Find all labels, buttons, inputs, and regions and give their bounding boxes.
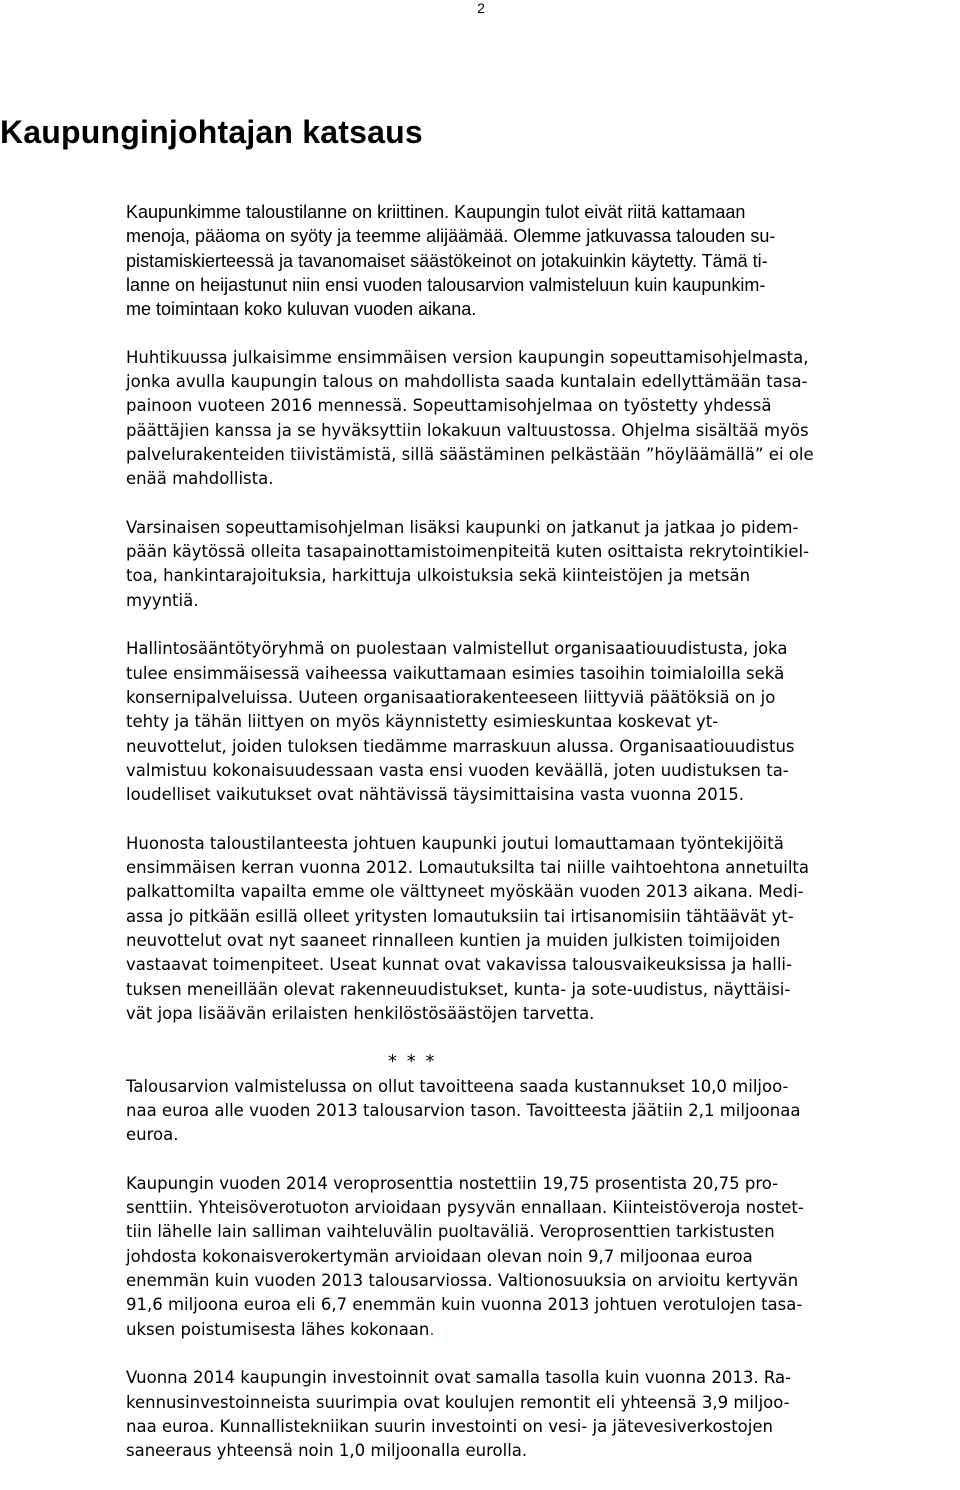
text-line: Talousarvion valmistelussa on ollut tavoitteena saada kustannukset 10,0 miljoo-	[126, 1076, 789, 1096]
paragraph-4	[126, 637, 960, 807]
text-line: vät jopa lisäävän erilaisten henkilöstösäästöjen tarvetta.	[126, 1003, 595, 1023]
text-line	[126, 1318, 960, 1342]
text-line: 91,6 miljoona euroa eli 6,7 enemmän kuin vuonna 2013 johtuen verotulojen tasa-	[126, 1295, 803, 1315]
text-line: lanne on heijastunut niin ensi vuoden talousarvion valmisteluun kuin kaupunkim-	[126, 274, 766, 295]
text-line: naa euroa alle vuoden 2013 talousarvion tason. Tavoitteesta jäätiin 2,1 miljoonaa	[126, 1100, 801, 1120]
text-line: toa, hankintarajoituksia, harkittuja ulkoistuksia sekä kiinteistöjen ja metsän	[126, 566, 751, 586]
text-line: ensimmäisen kerran vuonna 2012. Lomautuksilta tai niille vaihtoehtona annetuilta	[126, 858, 809, 878]
text-line: tehty ja tähän liittyen on myös käynnistetty esimieskuntaa koskevat yt-	[126, 712, 719, 732]
text-line: tulee ensimmäisessä vaiheessa vaikuttamaan esimies tasoihin toimialoilla sekä	[126, 663, 785, 683]
text-line-content: uksen poistumisesta lähes kokonaan	[126, 1319, 430, 1339]
text-line: Vuonna 2014 kaupungin investoinnit ovat samalla tasolla kuin vuonna 2013. Ra-	[126, 1368, 792, 1388]
paragraph-8	[126, 1366, 960, 1463]
trailing-period: .	[429, 1319, 435, 1339]
paragraph-2	[126, 346, 960, 492]
paragraph-3	[126, 516, 960, 613]
text-line: Huhtikuussa julkaisimme ensimmäisen version kaupungin sopeuttamisohjelmasta,	[126, 347, 809, 367]
text-line: Varsinaisen sopeuttamisohjelman lisäksi kaupunki on jatkanut ja jatkaa jo pidem-	[126, 517, 799, 537]
text-line: pistamiskierteessä ja tavanomaiset säästökeinot on jotakuinkin käytetty. Tämä ti-	[126, 250, 768, 271]
text-line: palvelurakenteiden tiivistämistä, sillä säästäminen pelkästään ”höyläämällä” ei ole	[126, 444, 814, 464]
paragraph-7	[126, 1172, 960, 1342]
text-line: johdosta kokonaisverokertymän arvioidaan olevan noin 9,7 miljoonaa euroa	[126, 1246, 753, 1266]
text-line: neuvottelut ovat nyt saaneet rinnalleen kuntien ja muiden julkisten toimijoiden	[126, 930, 781, 950]
text-line: enemmän kuin vuoden 2013 talousarviossa. Valtionosuuksia on arvioitu kertyvän	[126, 1271, 799, 1291]
text-line: päättäjien kanssa ja se hyväksyttiin lokakuun valtuustossa. Ohjelma sisältää myös	[126, 420, 809, 440]
page-title: Kaupunginjohtajan katsaus	[0, 114, 423, 150]
text-line: naa euroa. Kunnallistekniikan suurin investointi on vesi- ja jätevesiverkostojen	[126, 1416, 773, 1436]
text-line: senttiin. Yhteisöverotuoton arvioidaan pysyvän ennallaan. Kiinteistöveroja nostet-	[126, 1198, 804, 1218]
text-line: konsernipalveluissa. Uuteen organisaatiorakenteeseen liittyviä päätöksiä on jo	[126, 687, 776, 707]
text-line: loudelliset vaikutukset ovat nähtävissä täysimittaisina vasta vuonna 2015.	[126, 785, 745, 805]
section-separator: * * *	[388, 1051, 437, 1073]
text-line: Kaupunkimme taloustilanne on kriittinen. Kaupungin tulot eivät riitä kattamaan	[126, 202, 746, 222]
text-line: me toimintaan koko kuluvan vuoden aikana.	[126, 299, 477, 320]
text-line: assa jo pitkään esillä olleet yritysten lomautuksiin tai irtisanomisiin tähtäävät yt-	[126, 906, 794, 926]
text-line: palkattomilta vapailta emme ole välttyneet myöskään vuoden 2013 aikana. Medi-	[126, 882, 804, 902]
text-line: saneeraus yhteensä noin 1,0 miljoonalla eurolla.	[126, 1441, 528, 1461]
text-line: myyntiä.	[126, 590, 199, 610]
paragraph-1	[126, 200, 960, 321]
text-line: vastaavat toimenpiteet. Useat kunnat ovat vakavissa talousvaikeuksissa ja halli-	[126, 955, 792, 975]
article-body	[126, 200, 960, 1488]
text-line: Kaupungin vuoden 2014 veroprosenttia nostettiin 19,75 prosentista 20,75 pro-	[126, 1173, 779, 1193]
text-line: enää mahdollista.	[126, 469, 274, 489]
text-line: euroa.	[126, 1125, 179, 1145]
text-line: kennusinvestoinneista suurimpia ovat koulujen remontit eli yhteensä 3,9 miljoo-	[126, 1392, 790, 1412]
page-number: 2	[477, 0, 485, 16]
text-line: neuvottelut, joiden tuloksen tiedämme marraskuun alussa. Organisaatiouudistus	[126, 736, 795, 756]
text-line: Hallintosääntötyöryhmä on puolestaan valmistellut organisaatiouudistusta, joka	[126, 639, 788, 659]
text-line: tiin lähelle lain salliman vaihteluvälin puoltaväliä. Veroprosenttien tarkistusten	[126, 1222, 775, 1242]
text-line: jonka avulla kaupungin talous on mahdollista saada kuntalain edellyttämään tasa-	[126, 372, 808, 392]
text-line: painoon vuoteen 2016 mennessä. Sopeuttamisohjelmaa on työstetty yhdessä	[126, 396, 772, 416]
text-line: tuksen meneillään olevat rakenneuudistukset, kunta- ja sote-uudistus, näyttäisi-	[126, 979, 791, 999]
paragraph-6	[126, 1075, 960, 1148]
text-line: Huonosta taloustilanteesta johtuen kaupunki joutui lomauttamaan työntekijöitä	[126, 833, 784, 853]
paragraph-5	[126, 832, 960, 1026]
text-line: valmistuu kokonaisuudessaan vasta ensi vuoden keväällä, joten uudistuksen ta-	[126, 760, 789, 780]
text-line: pään käytössä olleita tasapainottamistoimenpiteitä kuten osittaista rekrytointikiel-	[126, 542, 810, 562]
text-line: menoja, pääoma on syöty ja teemme alijäämää. Olemme jatkuvassa talouden su-	[126, 226, 776, 247]
